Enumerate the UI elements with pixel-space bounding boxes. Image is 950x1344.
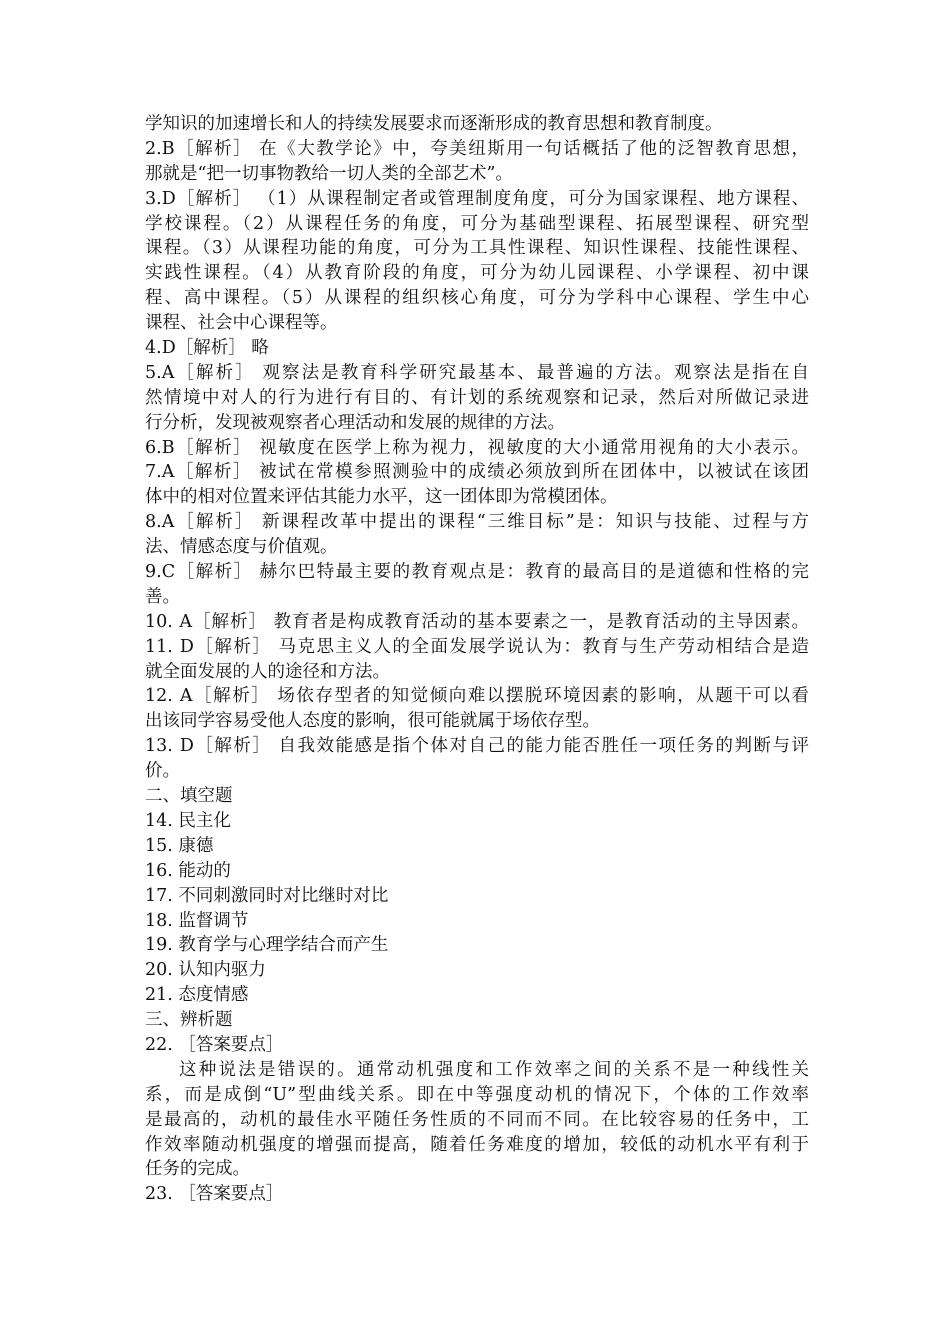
- text-line: 8.A［解析］ 新课程改革中提出的课程“三维目标”是：知识与技能、过程与方: [145, 512, 809, 533]
- text-line: 12. A［解析］ 场依存型者的知觉倾向难以摆脱环境因素的影响，从题干可以看: [145, 686, 809, 707]
- text-line: 就全面发展的人的途径和方法。: [145, 661, 390, 682]
- text-line: 这种说法是错误的。通常动机强度和工作效率之间的关系不是一种线性关: [179, 1059, 809, 1080]
- text-line: 出该同学容易受他人态度的影响，很可能就属于场依存型。: [145, 711, 600, 732]
- answer-line: 18. 监督调节: [145, 910, 249, 931]
- text-line: 程、高中课程。（5）从课程的组织核心角度，可分为学科中心课程、学生中心: [145, 288, 809, 309]
- text-line: 2.B［解析］ 在《大教学论》中，夸美纽斯用一句话概括了他的泛智教育思想，: [145, 138, 809, 159]
- section-heading: 二、填空题: [145, 786, 233, 807]
- answer-heading: 22. ［答案要点］: [145, 1034, 284, 1055]
- text-line: 3.D［解析］ （1）从课程制定者或管理制度角度，可分为国家课程、地方课程、: [145, 188, 809, 209]
- answer-line: 15. 康德: [145, 835, 214, 856]
- answer-line: 17. 不同刺激同时对比继时对比: [145, 885, 389, 906]
- answer-heading: 23. ［答案要点］: [145, 1184, 284, 1205]
- answer-line: 20. 认知内驱力: [145, 960, 266, 981]
- text-line: 作效率随动机强度的增强而提高，随着任务难度的增加，较低的动机水平有利于: [145, 1134, 809, 1155]
- text-line: 13. D［解析］ 自我效能感是指个体对自己的能力能否胜任一项任务的判断与评: [145, 736, 809, 757]
- text-line: 课程、社会中心课程等。: [145, 313, 338, 334]
- text-line: 10. A［解析］ 教育者是构成教育活动的基本要素之一，是教育活动的主导因素。: [145, 611, 809, 632]
- answer-line: 21. 态度情感: [145, 985, 249, 1006]
- text-line: 9.C［解析］ 赫尔巴特最主要的教育观点是：教育的最高目的是道德和性格的完: [145, 562, 809, 583]
- answer-line: 16. 能动的: [145, 860, 231, 881]
- text-line: 那就是“把一切事物教给一切人类的全部艺术”。: [145, 163, 513, 184]
- text-line: 4.D［解析］ 略: [145, 338, 269, 359]
- section-heading: 三、辨析题: [145, 1010, 233, 1031]
- text-line: 7.A［解析］ 被试在常模参照测验中的成绩必须放到所在团体中，以被试在该团: [145, 462, 809, 483]
- text-line: 实践性课程。（4）从教育阶段的角度，可分为幼儿园课程、小学课程、初中课: [145, 263, 809, 284]
- text-line: 学校课程。（2）从课程任务的角度，可分为基础型课程、拓展型课程、研究型: [145, 213, 809, 234]
- text-line: 行分析，发现被观察者心理活动和发展的规律的方法。: [145, 412, 565, 433]
- text-line: 11. D［解析］ 马克思主义人的全面发展学说认为：教育与生产劳动相结合是造: [145, 636, 809, 657]
- document-page: [145, 112, 809, 1207]
- text-line: 是最高的，动机的最佳水平随任务性质的不同而不同。在比较容易的任务中，工: [145, 1109, 809, 1130]
- text-line: 价。: [145, 761, 180, 782]
- text-line: 任务的完成。: [145, 1159, 250, 1180]
- answer-line: 19. 教育学与心理学结合而产生: [145, 935, 389, 956]
- text-line: 5.A［解析］ 观察法是教育科学研究最基本、最普遍的方法。观察法是指在自: [145, 362, 809, 383]
- text-line: 善。: [145, 586, 180, 607]
- text-line: 学知识的加速增长和人的持续发展要求而逐渐形成的教育思想和教育制度。: [145, 114, 723, 134]
- text-line: 法、情感态度与价值观。: [145, 537, 338, 558]
- text-line: 然情境中对人的行为进行有目的、有计划的系统观察和记录，然后对所做记录进: [145, 387, 809, 408]
- answer-line: 14. 民主化: [145, 810, 231, 831]
- text-line: 课程。（3）从课程功能的角度，可分为工具性课程、知识性课程、技能性课程、: [145, 238, 809, 259]
- text-line: 6.B［解析］ 视敏度在医学上称为视力，视敏度的大小通常用视角的大小表示。: [145, 437, 809, 458]
- text-line: 体中的相对位置来评估其能力水平，这一团体即为常模团体。: [145, 487, 618, 508]
- text-line: 系，而是成倒“U”型曲线关系。即在中等强度动机的情况下，个体的工作效率: [145, 1084, 809, 1105]
